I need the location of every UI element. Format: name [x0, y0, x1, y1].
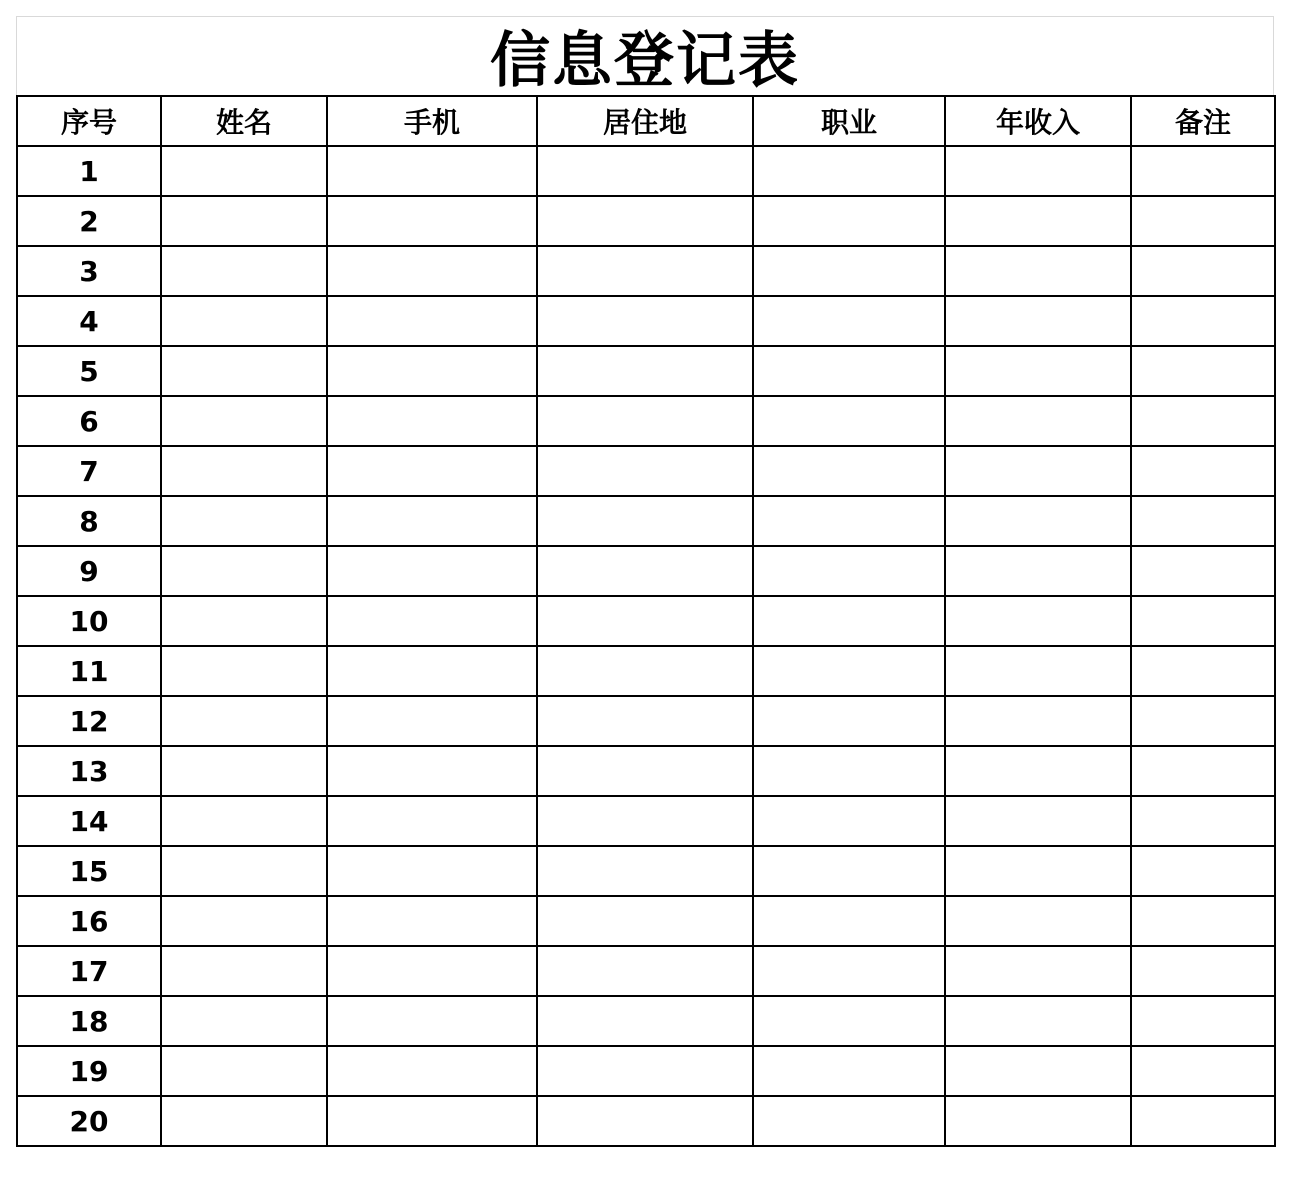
- annual-income-cell[interactable]: [945, 646, 1131, 696]
- residence-cell[interactable]: [537, 546, 753, 596]
- residence-cell[interactable]: [537, 746, 753, 796]
- residence-cell[interactable]: [537, 896, 753, 946]
- table-row: [17, 896, 1275, 946]
- occupation-cell[interactable]: [753, 246, 945, 296]
- phone-cell[interactable]: [327, 996, 537, 1046]
- phone-cell[interactable]: [327, 796, 537, 846]
- residence-cell[interactable]: [537, 1096, 753, 1146]
- phone-cell[interactable]: [327, 246, 537, 296]
- annual-income-cell[interactable]: [945, 296, 1131, 346]
- occupation-cell[interactable]: [753, 846, 945, 896]
- table-row: [17, 946, 1275, 996]
- row-index-cell: 12: [17, 696, 161, 746]
- occupation-cell[interactable]: [753, 346, 945, 396]
- row-index-cell: 14: [17, 796, 161, 846]
- residence-cell[interactable]: [537, 496, 753, 546]
- name-cell[interactable]: [161, 346, 327, 396]
- table-row: [17, 596, 1275, 646]
- residence-cell[interactable]: [537, 246, 753, 296]
- column-header-name: 姓名: [161, 96, 327, 146]
- name-cell[interactable]: [161, 296, 327, 346]
- table-row: [17, 696, 1275, 746]
- phone-cell[interactable]: [327, 446, 537, 496]
- occupation-cell[interactable]: [753, 196, 945, 246]
- remarks-cell[interactable]: [1131, 546, 1275, 596]
- annual-income-cell[interactable]: [945, 846, 1131, 896]
- phone-cell[interactable]: [327, 696, 537, 746]
- row-index-cell: 4: [17, 296, 161, 346]
- phone-cell[interactable]: [327, 1096, 537, 1146]
- remarks-cell[interactable]: [1131, 196, 1275, 246]
- name-cell[interactable]: [161, 246, 327, 296]
- residence-cell[interactable]: [537, 196, 753, 246]
- residence-cell[interactable]: [537, 696, 753, 746]
- remarks-cell[interactable]: [1131, 646, 1275, 696]
- table-row: [17, 646, 1275, 696]
- occupation-cell[interactable]: [753, 696, 945, 746]
- phone-cell[interactable]: [327, 596, 537, 646]
- table-row: [17, 396, 1275, 446]
- phone-cell[interactable]: [327, 846, 537, 896]
- table-row: [17, 146, 1275, 196]
- phone-cell[interactable]: [327, 646, 537, 696]
- residence-cell[interactable]: [537, 146, 753, 196]
- table-row: [17, 496, 1275, 546]
- residence-cell[interactable]: [537, 396, 753, 446]
- remarks-cell[interactable]: [1131, 946, 1275, 996]
- remarks-cell[interactable]: [1131, 596, 1275, 646]
- registration-table: [16, 95, 1276, 1147]
- occupation-cell[interactable]: [753, 1046, 945, 1096]
- occupation-cell[interactable]: [753, 546, 945, 596]
- annual-income-cell[interactable]: [945, 1096, 1131, 1146]
- header-row: [17, 96, 1275, 146]
- name-cell[interactable]: [161, 746, 327, 796]
- name-cell[interactable]: [161, 196, 327, 246]
- row-index-cell: 5: [17, 346, 161, 396]
- name-cell[interactable]: [161, 1096, 327, 1146]
- occupation-cell[interactable]: [753, 496, 945, 546]
- annual-income-cell[interactable]: [945, 596, 1131, 646]
- occupation-cell[interactable]: [753, 746, 945, 796]
- phone-cell[interactable]: [327, 546, 537, 596]
- residence-cell[interactable]: [537, 346, 753, 396]
- row-index-cell: 7: [17, 446, 161, 496]
- annual-income-cell[interactable]: [945, 946, 1131, 996]
- column-header-phone: 手机: [327, 96, 537, 146]
- residence-cell[interactable]: [537, 446, 753, 496]
- name-cell[interactable]: [161, 796, 327, 846]
- row-index-cell: 17: [17, 946, 161, 996]
- column-header-annual-income: 年收入: [945, 96, 1131, 146]
- annual-income-cell[interactable]: [945, 896, 1131, 946]
- occupation-cell[interactable]: [753, 596, 945, 646]
- remarks-cell[interactable]: [1131, 496, 1275, 546]
- annual-income-cell[interactable]: [945, 396, 1131, 446]
- name-cell[interactable]: [161, 896, 327, 946]
- residence-cell[interactable]: [537, 1046, 753, 1096]
- remarks-cell[interactable]: [1131, 996, 1275, 1046]
- table-row: [17, 746, 1275, 796]
- phone-cell[interactable]: [327, 346, 537, 396]
- row-index-cell: 2: [17, 196, 161, 246]
- row-index-cell: 13: [17, 746, 161, 796]
- occupation-cell[interactable]: [753, 796, 945, 846]
- name-cell[interactable]: [161, 546, 327, 596]
- row-index-cell: 11: [17, 646, 161, 696]
- residence-cell[interactable]: [537, 796, 753, 846]
- row-index-cell: 18: [17, 996, 161, 1046]
- annual-income-cell[interactable]: [945, 696, 1131, 746]
- annual-income-cell[interactable]: [945, 796, 1131, 846]
- column-header-residence: 居住地: [537, 96, 753, 146]
- phone-cell[interactable]: [327, 296, 537, 346]
- remarks-cell[interactable]: [1131, 1046, 1275, 1096]
- row-index-cell: 10: [17, 596, 161, 646]
- residence-cell[interactable]: [537, 296, 753, 346]
- table-body: [17, 146, 1275, 1146]
- table-row: [17, 1046, 1275, 1096]
- annual-income-cell[interactable]: [945, 346, 1131, 396]
- annual-income-cell[interactable]: [945, 446, 1131, 496]
- annual-income-cell[interactable]: [945, 146, 1131, 196]
- phone-cell[interactable]: [327, 1046, 537, 1096]
- remarks-cell[interactable]: [1131, 146, 1275, 196]
- occupation-cell[interactable]: [753, 896, 945, 946]
- occupation-cell[interactable]: [753, 646, 945, 696]
- annual-income-cell[interactable]: [945, 246, 1131, 296]
- remarks-cell[interactable]: [1131, 746, 1275, 796]
- occupation-cell[interactable]: [753, 946, 945, 996]
- row-index-cell: 6: [17, 396, 161, 446]
- table-row: [17, 196, 1275, 246]
- remarks-cell[interactable]: [1131, 796, 1275, 846]
- table-row: [17, 446, 1275, 496]
- row-index-cell: 8: [17, 496, 161, 546]
- residence-cell[interactable]: [537, 596, 753, 646]
- phone-cell[interactable]: [327, 396, 537, 446]
- remarks-cell[interactable]: [1131, 396, 1275, 446]
- table-row: [17, 546, 1275, 596]
- residence-cell[interactable]: [537, 846, 753, 896]
- remarks-cell[interactable]: [1131, 896, 1275, 946]
- row-index-cell: 16: [17, 896, 161, 946]
- annual-income-cell[interactable]: [945, 496, 1131, 546]
- table-row: [17, 296, 1275, 346]
- table-row: [17, 1096, 1275, 1146]
- remarks-cell[interactable]: [1131, 296, 1275, 346]
- remarks-cell[interactable]: [1131, 246, 1275, 296]
- remarks-cell[interactable]: [1131, 446, 1275, 496]
- phone-cell[interactable]: [327, 946, 537, 996]
- table-row: [17, 996, 1275, 1046]
- phone-cell[interactable]: [327, 746, 537, 796]
- name-cell[interactable]: [161, 996, 327, 1046]
- row-index-cell: 19: [17, 1046, 161, 1096]
- row-index-cell: 3: [17, 246, 161, 296]
- phone-cell[interactable]: [327, 496, 537, 546]
- remarks-cell[interactable]: [1131, 346, 1275, 396]
- row-index-cell: 1: [17, 146, 161, 196]
- annual-income-cell[interactable]: [945, 546, 1131, 596]
- phone-cell[interactable]: [327, 146, 537, 196]
- sheet-title: 信息登记表: [16, 16, 1274, 95]
- phone-cell[interactable]: [327, 896, 537, 946]
- remarks-cell[interactable]: [1131, 1096, 1275, 1146]
- name-cell[interactable]: [161, 846, 327, 896]
- table-row: [17, 846, 1275, 896]
- name-cell[interactable]: [161, 646, 327, 696]
- remarks-cell[interactable]: [1131, 696, 1275, 746]
- table-row: [17, 796, 1275, 846]
- name-cell[interactable]: [161, 146, 327, 196]
- row-index-cell: 15: [17, 846, 161, 896]
- name-cell[interactable]: [161, 446, 327, 496]
- residence-cell[interactable]: [537, 996, 753, 1046]
- table-row: [17, 246, 1275, 296]
- residence-cell[interactable]: [537, 946, 753, 996]
- occupation-cell[interactable]: [753, 1096, 945, 1146]
- occupation-cell[interactable]: [753, 446, 945, 496]
- annual-income-cell[interactable]: [945, 996, 1131, 1046]
- name-cell[interactable]: [161, 946, 327, 996]
- remarks-cell[interactable]: [1131, 846, 1275, 896]
- row-index-cell: 20: [17, 1096, 161, 1146]
- registration-sheet: [16, 16, 1274, 1147]
- occupation-cell[interactable]: [753, 396, 945, 446]
- column-header-index: 序号: [17, 96, 161, 146]
- name-cell[interactable]: [161, 496, 327, 546]
- name-cell[interactable]: [161, 696, 327, 746]
- column-header-occupation: 职业: [753, 96, 945, 146]
- residence-cell[interactable]: [537, 646, 753, 696]
- annual-income-cell[interactable]: [945, 746, 1131, 796]
- column-header-remarks: 备注: [1131, 96, 1275, 146]
- occupation-cell[interactable]: [753, 996, 945, 1046]
- table-row: [17, 346, 1275, 396]
- occupation-cell[interactable]: [753, 146, 945, 196]
- name-cell[interactable]: [161, 396, 327, 446]
- annual-income-cell[interactable]: [945, 196, 1131, 246]
- name-cell[interactable]: [161, 596, 327, 646]
- annual-income-cell[interactable]: [945, 1046, 1131, 1096]
- occupation-cell[interactable]: [753, 296, 945, 346]
- phone-cell[interactable]: [327, 196, 537, 246]
- name-cell[interactable]: [161, 1046, 327, 1096]
- row-index-cell: 9: [17, 546, 161, 596]
